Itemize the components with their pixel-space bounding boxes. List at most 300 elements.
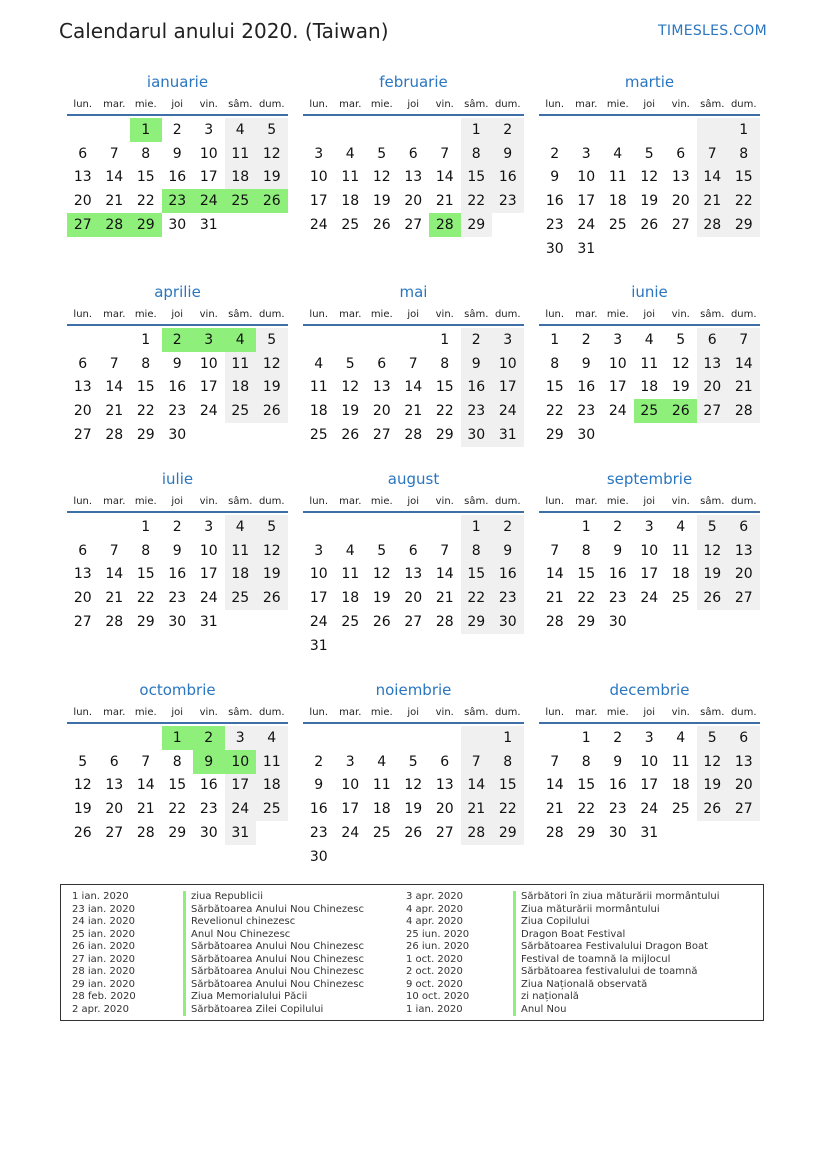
day-cell: 30 (168, 614, 187, 631)
legend-holiday-name: Ziua măturării mormântului (513, 904, 720, 917)
weekday-header (67, 304, 288, 326)
day-cell: 9 (492, 539, 524, 563)
day-cell: 17 (199, 566, 218, 583)
legend-holiday-name: Sărbători în ziua măturării mormântului (513, 891, 720, 904)
day-cell: 19 (73, 801, 92, 818)
day-cell: 13 (73, 566, 92, 583)
day-cell: 4 (256, 726, 288, 750)
legend-holiday-name: Sărbătoarea Anului Nou Chinezesc (183, 979, 364, 992)
empty-cell (335, 726, 367, 750)
weekday-label: joi (171, 98, 184, 110)
day-cell: 25 (372, 825, 391, 842)
empty-cell (539, 118, 571, 142)
weekday-label: sâm. (700, 495, 725, 507)
day-cell: 30 (608, 614, 627, 631)
day-cell: 7 (440, 542, 450, 559)
day-cell: 31 (199, 217, 218, 234)
day-cell: 16 (545, 193, 564, 210)
legend-dates-column-2 (406, 891, 469, 1016)
weekday-label: mar. (103, 495, 126, 507)
day-cell: 20 (728, 563, 760, 587)
weekday-label: dum. (494, 98, 521, 110)
month-name: octombrie (139, 681, 216, 699)
day-cell: 12 (671, 355, 690, 372)
day-cell: 8 (172, 753, 182, 770)
day-cell: 19 (640, 193, 659, 210)
weekday-label: mie. (134, 308, 157, 320)
day-cell: 20 (728, 774, 760, 798)
day-cell: 4 (613, 145, 623, 162)
day-grid (539, 118, 760, 261)
day-cell: 17 (577, 193, 596, 210)
day-cell: 7 (550, 753, 560, 770)
holiday-day-cell: 9 (193, 750, 225, 774)
day-cell: 7 (109, 355, 119, 372)
empty-cell (366, 328, 398, 352)
weekday-label: sâm. (464, 308, 489, 320)
legend-date: 28 feb. 2020 (72, 991, 136, 1002)
day-cell: 19 (256, 563, 288, 587)
weekday-label: sâm. (700, 98, 725, 110)
day-cell: 21 (697, 189, 729, 213)
day-cell: 29 (136, 427, 155, 444)
weekday-label: lun. (73, 706, 93, 718)
day-cell: 23 (545, 217, 564, 234)
legend-date: 10 oct. 2020 (406, 991, 470, 1002)
day-cell: 20 (105, 801, 124, 818)
day-cell: 31 (225, 821, 257, 845)
day-cell: 16 (608, 777, 627, 794)
day-cell: 5 (256, 328, 288, 352)
day-cell: 9 (550, 169, 560, 186)
day-cell: 12 (341, 379, 360, 396)
legend-holiday-name: Anul Nou Chinezesc (183, 929, 364, 942)
empty-cell (539, 726, 571, 750)
day-cell: 24 (608, 403, 627, 420)
holiday-day-cell: 26 (256, 189, 288, 213)
day-cell: 5 (377, 145, 387, 162)
day-cell: 16 (168, 169, 187, 186)
day-cell: 8 (141, 355, 151, 372)
day-cell: 19 (697, 774, 729, 798)
day-cell: 18 (671, 566, 690, 583)
day-cell: 14 (435, 169, 454, 186)
day-cell: 1 (461, 118, 493, 142)
weekday-label: joi (407, 495, 420, 507)
day-cell: 9 (492, 142, 524, 166)
day-cell: 31 (640, 825, 659, 842)
day-cell: 26 (73, 825, 92, 842)
day-cell: 19 (671, 379, 690, 396)
month-name: ianuarie (146, 73, 209, 91)
day-cell: 8 (581, 542, 591, 559)
day-grid (539, 515, 760, 634)
day-cell: 25 (225, 586, 257, 610)
weekday-label: lun. (73, 308, 93, 320)
weekday-label: sâm. (228, 495, 253, 507)
day-cell: 27 (404, 217, 423, 234)
weekday-header (539, 304, 760, 326)
empty-cell (665, 118, 697, 142)
weekday-label: mar. (103, 98, 126, 110)
day-cell: 27 (73, 427, 92, 444)
day-cell: 20 (404, 193, 423, 210)
day-cell: 21 (435, 590, 454, 607)
day-cell: 22 (545, 403, 564, 420)
day-cell: 1 (581, 729, 591, 746)
month-martie (539, 72, 760, 261)
legend-holiday-name: Ziua Națională observată (513, 979, 720, 992)
day-cell: 17 (608, 379, 627, 396)
empty-cell (303, 328, 335, 352)
day-cell: 24 (199, 403, 218, 420)
empty-cell (366, 118, 398, 142)
weekday-label: joi (643, 706, 656, 718)
weekday-label: mie. (370, 495, 393, 507)
day-cell: 2 (613, 729, 623, 746)
day-cell: 24 (199, 590, 218, 607)
day-cell: 10 (640, 753, 659, 770)
day-cell: 29 (168, 825, 187, 842)
day-cell: 5 (676, 331, 686, 348)
day-cell: 6 (377, 355, 387, 372)
empty-cell (429, 118, 461, 142)
weekday-label: vin. (435, 495, 454, 507)
day-cell: 27 (728, 586, 760, 610)
day-cell: 21 (728, 376, 760, 400)
day-cell: 12 (73, 777, 92, 794)
weekday-label: joi (643, 98, 656, 110)
weekday-label: dum. (258, 98, 285, 110)
month-name: iunie (631, 283, 668, 301)
day-cell: 14 (461, 774, 493, 798)
day-cell: 21 (435, 193, 454, 210)
month-august (303, 469, 524, 658)
empty-cell (697, 118, 729, 142)
day-cell: 23 (608, 590, 627, 607)
legend-date: 23 ian. 2020 (72, 903, 135, 915)
day-cell: 22 (136, 193, 155, 210)
weekday-label: lun. (309, 706, 329, 718)
day-cell: 18 (225, 166, 257, 190)
day-cell: 16 (168, 379, 187, 396)
month-septembrie (539, 469, 760, 634)
day-cell: 28 (461, 821, 493, 845)
legend-holiday-name: Dragon Boat Festival (513, 929, 720, 942)
day-cell: 15 (136, 379, 155, 396)
day-cell: 19 (341, 403, 360, 420)
day-cell: 3 (204, 121, 214, 138)
month-mai (303, 282, 524, 447)
day-cell: 14 (545, 777, 564, 794)
weekday-label: mar. (339, 706, 362, 718)
day-cell: 12 (256, 142, 288, 166)
day-cell: 10 (309, 169, 328, 186)
weekday-label: mar. (103, 706, 126, 718)
day-cell: 6 (109, 753, 119, 770)
day-grid (303, 118, 524, 237)
legend-holiday-name: ziua Republicii (183, 891, 364, 904)
empty-cell (429, 515, 461, 539)
month-name: noiembrie (375, 681, 452, 699)
day-cell: 17 (309, 590, 328, 607)
day-cell: 19 (372, 590, 391, 607)
day-cell: 24 (309, 217, 328, 234)
day-cell: 27 (697, 399, 729, 423)
day-cell: 21 (105, 590, 124, 607)
day-cell: 19 (256, 376, 288, 400)
day-cell: 31 (199, 614, 218, 631)
day-cell: 20 (372, 403, 391, 420)
day-cell: 21 (404, 403, 423, 420)
legend-holiday-name: Ziua Memorialului Păcii (183, 991, 364, 1004)
legend-holiday-name: Revelionul chinezesc (183, 916, 364, 929)
weekday-label: vin. (199, 706, 218, 718)
day-cell: 11 (341, 169, 360, 186)
day-cell: 3 (581, 145, 591, 162)
day-cell: 30 (461, 423, 493, 447)
day-cell: 1 (141, 518, 151, 535)
day-cell: 29 (492, 821, 524, 845)
day-cell: 17 (640, 777, 659, 794)
day-cell: 10 (492, 352, 524, 376)
day-cell: 9 (613, 753, 623, 770)
day-cell: 29 (577, 614, 596, 631)
weekday-label: mar. (575, 98, 598, 110)
empty-cell (335, 118, 367, 142)
day-cell: 7 (408, 355, 418, 372)
month-name: mai (399, 283, 428, 301)
day-cell: 13 (435, 777, 454, 794)
day-cell: 2 (172, 518, 182, 535)
day-cell: 5 (377, 542, 387, 559)
day-cell: 18 (225, 376, 257, 400)
day-cell: 15 (461, 166, 493, 190)
day-cell: 4 (676, 518, 686, 535)
day-cell: 22 (136, 590, 155, 607)
day-cell: 17 (341, 801, 360, 818)
day-cell: 10 (608, 355, 627, 372)
day-cell: 19 (256, 166, 288, 190)
day-cell: 2 (492, 515, 524, 539)
empty-cell (634, 118, 666, 142)
day-cell: 6 (697, 328, 729, 352)
weekday-label: mar. (339, 98, 362, 110)
day-cell: 24 (225, 797, 257, 821)
day-cell: 8 (492, 750, 524, 774)
day-cell: 28 (697, 213, 729, 237)
day-cell: 14 (105, 379, 124, 396)
month-name: februarie (379, 73, 448, 91)
day-cell: 25 (341, 614, 360, 631)
day-cell: 13 (105, 777, 124, 794)
holiday-day-cell: 3 (193, 328, 225, 352)
day-cell: 22 (728, 189, 760, 213)
holiday-day-cell: 29 (130, 213, 162, 237)
day-cell: 30 (309, 848, 328, 865)
legend-names-column-2 (513, 891, 720, 1016)
day-cell: 17 (640, 566, 659, 583)
day-cell: 4 (225, 515, 257, 539)
day-cell: 29 (577, 825, 596, 842)
day-cell: 11 (372, 777, 391, 794)
day-cell: 28 (136, 825, 155, 842)
day-cell: 25 (341, 217, 360, 234)
day-cell: 20 (435, 801, 454, 818)
page-title: Calendarul anului 2020. (Taiwan) (59, 19, 389, 43)
day-cell: 18 (341, 193, 360, 210)
weekday-label: vin. (199, 495, 218, 507)
empty-cell (461, 726, 493, 750)
day-cell: 3 (492, 328, 524, 352)
day-cell: 25 (309, 427, 328, 444)
empty-cell (571, 118, 603, 142)
day-cell: 17 (309, 193, 328, 210)
weekday-label: joi (643, 308, 656, 320)
day-grid (67, 118, 288, 237)
day-cell: 18 (608, 193, 627, 210)
weekday-label: mar. (575, 308, 598, 320)
day-cell: 11 (309, 379, 328, 396)
day-cell: 11 (225, 352, 257, 376)
day-cell: 4 (377, 753, 387, 770)
day-cell: 14 (105, 169, 124, 186)
weekday-label: lun. (545, 495, 565, 507)
legend-names-column-1 (183, 891, 364, 1016)
day-cell: 24 (577, 217, 596, 234)
day-cell: 6 (728, 515, 760, 539)
month-octombrie (67, 680, 288, 845)
day-cell: 16 (309, 801, 328, 818)
holiday-day-cell: 1 (162, 726, 194, 750)
month-februarie (303, 72, 524, 237)
day-cell: 6 (408, 542, 418, 559)
empty-cell (130, 726, 162, 750)
legend-holiday-name: Ziua Copilului (513, 916, 720, 929)
legend-date: 9 oct. 2020 (406, 978, 463, 990)
day-cell: 30 (608, 825, 627, 842)
day-cell: 3 (644, 729, 654, 746)
empty-cell (303, 726, 335, 750)
weekday-label: vin. (671, 308, 690, 320)
weekday-label: dum. (730, 98, 757, 110)
day-grid (67, 328, 288, 447)
weekday-label: mar. (575, 495, 598, 507)
weekday-label: sâm. (464, 706, 489, 718)
day-cell: 19 (372, 193, 391, 210)
day-cell: 7 (440, 145, 450, 162)
day-cell: 28 (404, 427, 423, 444)
day-cell: 24 (640, 590, 659, 607)
legend-holiday-name: Festival de toamnă la mijlocul (513, 954, 720, 967)
day-cell: 2 (492, 118, 524, 142)
day-cell: 30 (545, 240, 564, 257)
weekday-label: joi (407, 308, 420, 320)
day-cell: 22 (577, 801, 596, 818)
day-cell: 20 (73, 590, 92, 607)
legend-holiday-name: Sărbătoarea Anului Nou Chinezesc (183, 966, 364, 979)
holiday-day-cell: 1 (130, 118, 162, 142)
weekday-label: mie. (606, 495, 629, 507)
brand-link[interactable]: TIMESLES.COM (658, 23, 767, 39)
day-cell: 25 (671, 801, 690, 818)
day-cell: 6 (728, 726, 760, 750)
day-cell: 13 (372, 379, 391, 396)
month-aprilie (67, 282, 288, 447)
empty-cell (539, 515, 571, 539)
weekday-label: vin. (199, 98, 218, 110)
empty-cell (398, 328, 430, 352)
day-cell: 11 (225, 142, 257, 166)
day-cell: 12 (640, 169, 659, 186)
day-cell: 3 (644, 518, 654, 535)
weekday-label: vin. (435, 706, 454, 718)
day-cell: 28 (728, 399, 760, 423)
day-cell: 30 (199, 825, 218, 842)
day-cell: 9 (172, 355, 182, 372)
day-cell: 8 (461, 539, 493, 563)
weekday-label: mie. (134, 98, 157, 110)
weekday-label: lun. (73, 98, 93, 110)
holiday-day-cell: 10 (225, 750, 257, 774)
day-cell: 9 (314, 777, 324, 794)
day-cell: 4 (644, 331, 654, 348)
day-cell: 5 (408, 753, 418, 770)
day-cell: 22 (136, 403, 155, 420)
weekday-label: mie. (134, 495, 157, 507)
day-cell: 15 (136, 566, 155, 583)
legend-date: 29 ian. 2020 (72, 978, 135, 990)
weekday-label: dum. (258, 308, 285, 320)
weekday-label: joi (643, 495, 656, 507)
day-cell: 22 (168, 801, 187, 818)
weekday-header (303, 491, 524, 513)
legend-date: 2 apr. 2020 (72, 1003, 130, 1015)
weekday-header (67, 702, 288, 724)
day-cell: 7 (109, 542, 119, 559)
day-cell: 1 (461, 515, 493, 539)
day-cell: 15 (577, 777, 596, 794)
empty-cell (303, 515, 335, 539)
weekday-label: sâm. (228, 308, 253, 320)
weekday-label: joi (407, 706, 420, 718)
day-cell: 28 (545, 825, 564, 842)
empty-cell (67, 726, 99, 750)
empty-cell (99, 726, 131, 750)
day-cell: 26 (372, 217, 391, 234)
day-cell: 23 (492, 586, 524, 610)
legend-date: 4 apr. 2020 (406, 903, 464, 915)
empty-cell (602, 118, 634, 142)
day-cell: 14 (105, 566, 124, 583)
day-cell: 30 (168, 427, 187, 444)
day-cell: 17 (199, 169, 218, 186)
day-cell: 30 (577, 427, 596, 444)
legend-holiday-name: Sărbătoarea Zilei Copilului (183, 1004, 364, 1017)
empty-cell (366, 726, 398, 750)
weekday-label: dum. (730, 308, 757, 320)
day-cell: 5 (697, 726, 729, 750)
day-cell: 14 (404, 379, 423, 396)
day-cell: 3 (345, 753, 355, 770)
weekday-label: mie. (606, 706, 629, 718)
day-cell: 26 (697, 797, 729, 821)
day-cell: 23 (309, 825, 328, 842)
day-cell: 24 (309, 614, 328, 631)
holiday-day-cell: 25 (634, 399, 666, 423)
month-name: august (387, 470, 440, 488)
month-name: iulie (161, 470, 194, 488)
